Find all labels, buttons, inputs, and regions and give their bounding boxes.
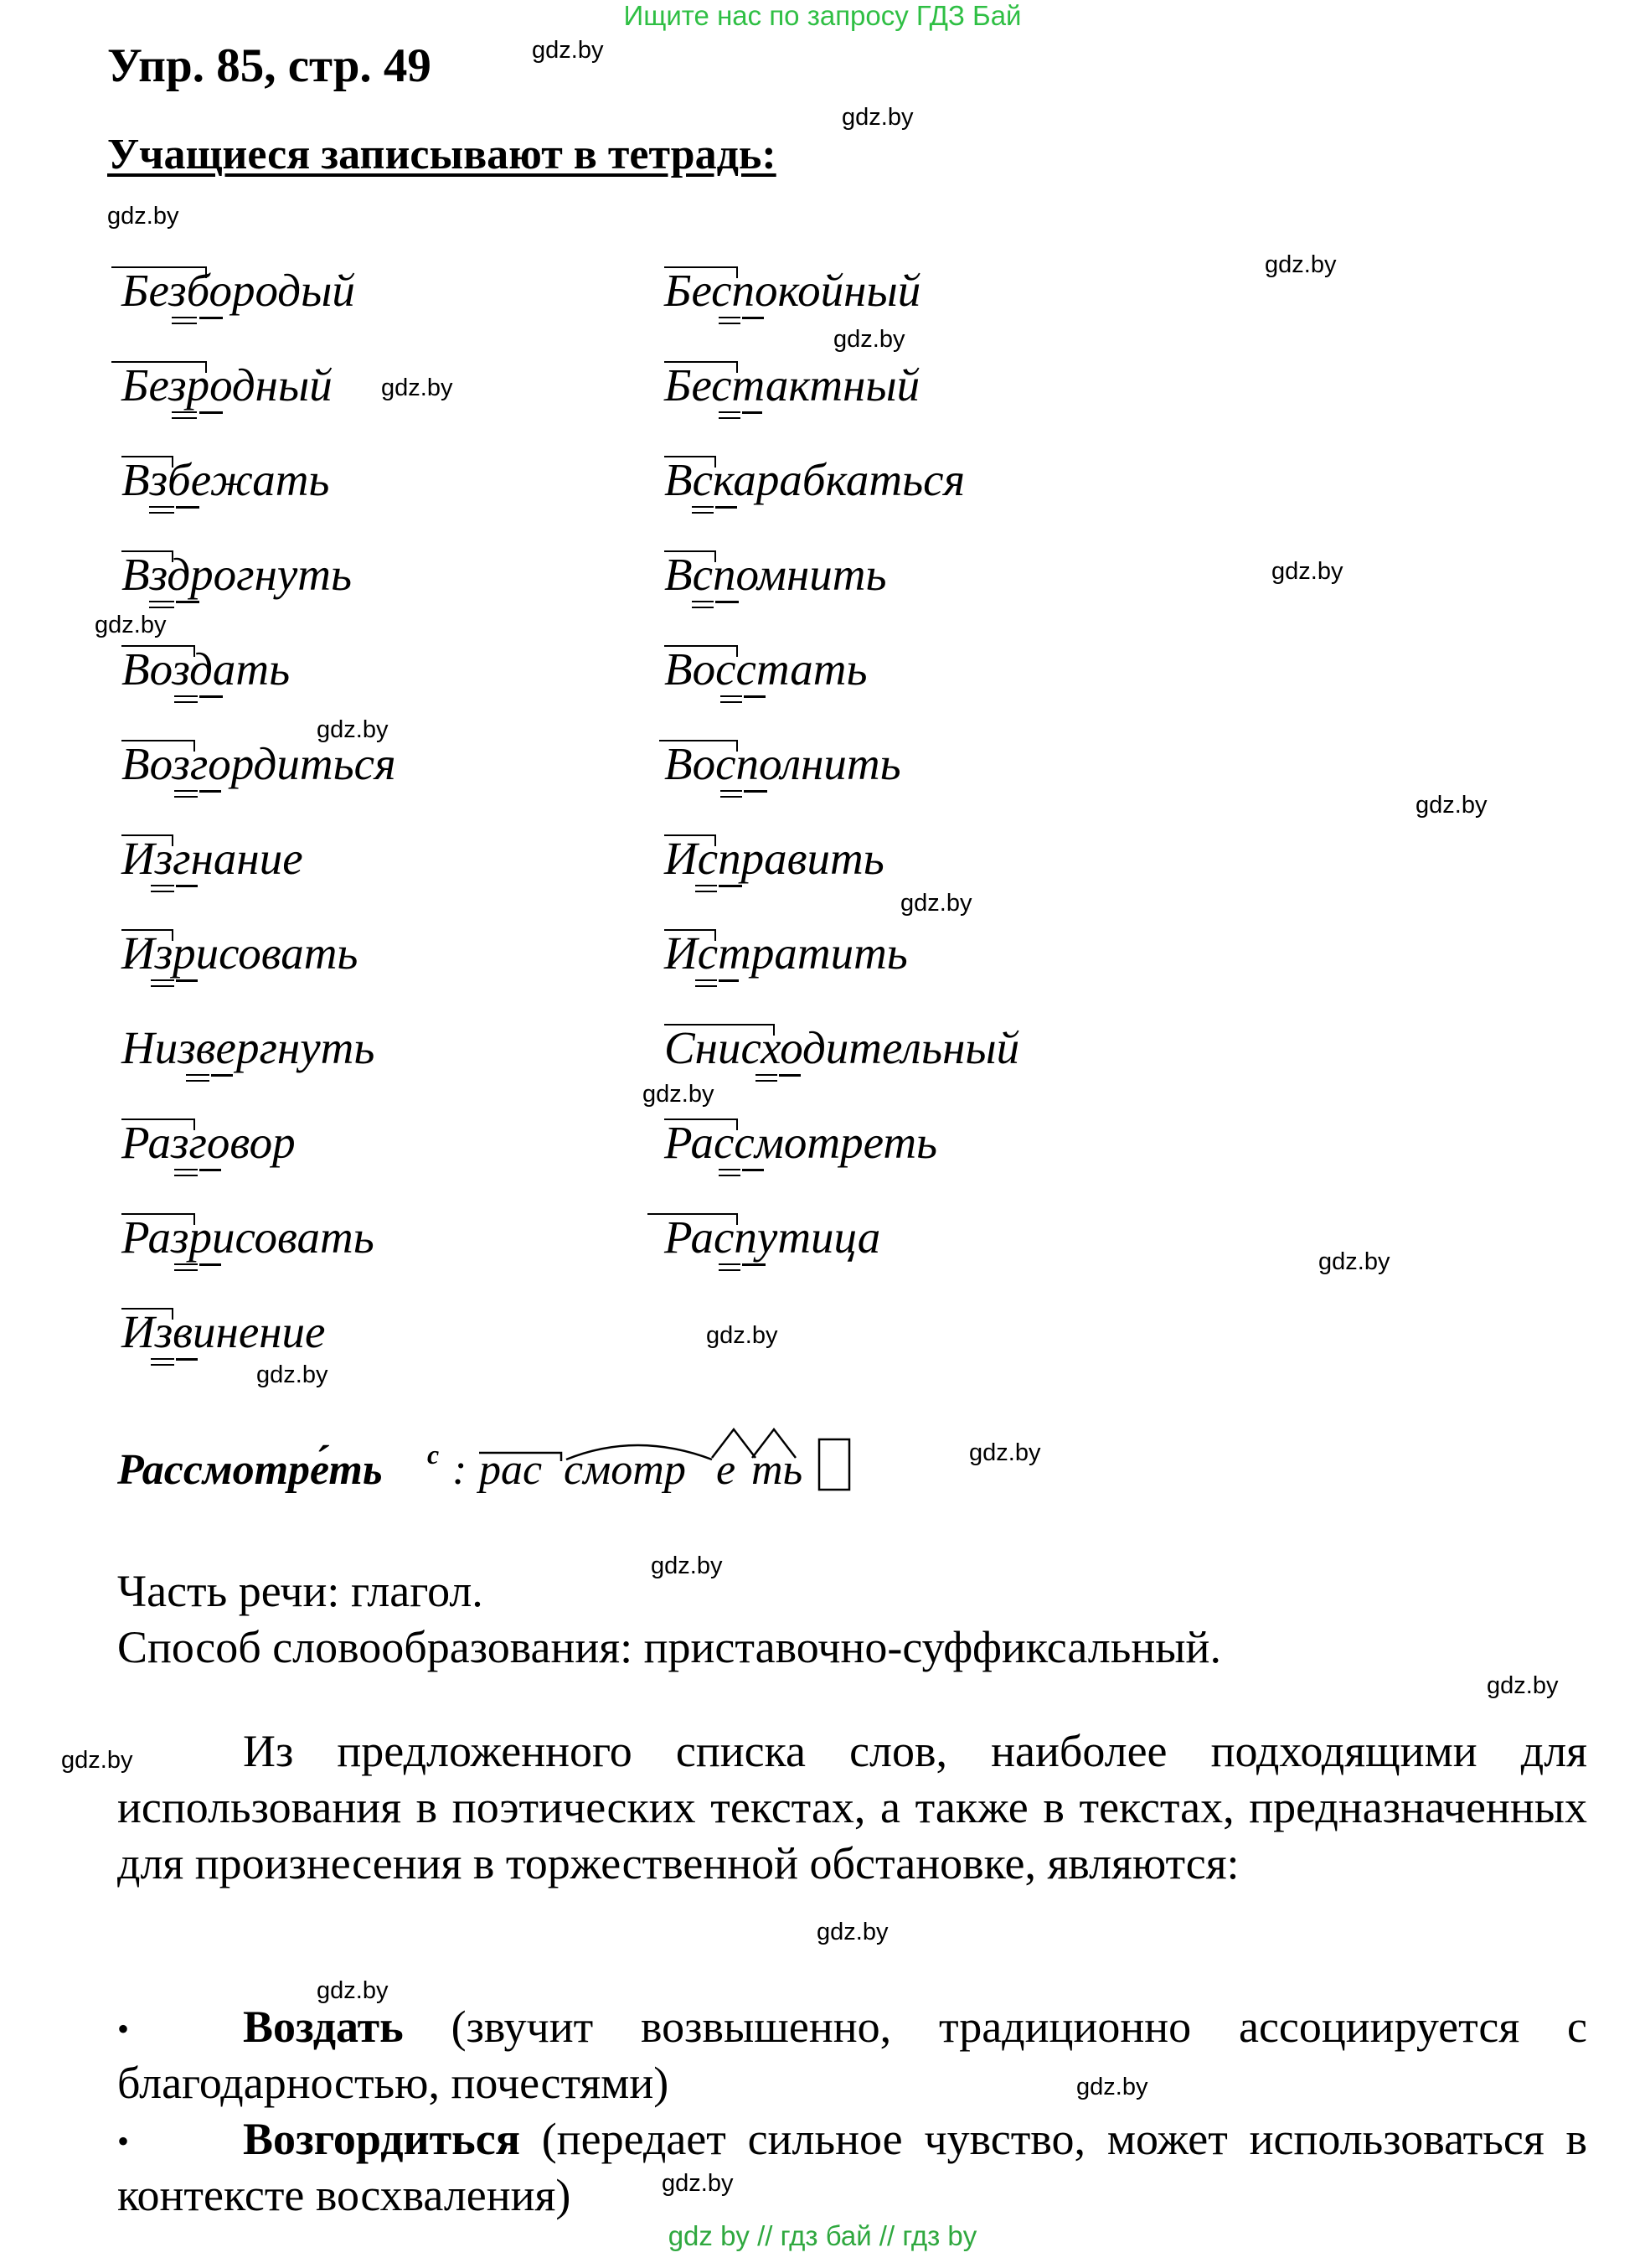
- word-left: Возгордиться: [121, 738, 396, 789]
- consonant-underline: [742, 1169, 764, 1171]
- word-right: Беспокойный: [664, 265, 921, 316]
- watermark: gdz.by: [900, 890, 972, 917]
- word-left: Вздрогнуть: [121, 549, 353, 600]
- consonant-underline: [199, 695, 223, 698]
- watermark: gdz.by: [1318, 1248, 1390, 1275]
- consonant-underline: [744, 695, 766, 698]
- consonant-underline: [692, 601, 714, 608]
- prefix-mark: [121, 456, 173, 468]
- word-right: Вспомнить: [664, 549, 887, 600]
- consonant-underline: [719, 979, 739, 982]
- watermark: gdz.by: [662, 2170, 734, 2197]
- consonant-underline: [755, 1074, 777, 1082]
- word-left: Безбородый: [121, 265, 355, 316]
- exercise-title: Упр. 85, стр. 49: [107, 39, 431, 92]
- consonant-underline: [199, 1169, 221, 1171]
- consonant-underline: [715, 506, 737, 509]
- watermark: gdz.by: [1076, 2074, 1148, 2100]
- word-right: Бестактный: [664, 359, 920, 411]
- prefix-mark: [664, 929, 716, 941]
- watermark: gdz.by: [969, 1439, 1041, 1466]
- word-right: Исправить: [664, 833, 884, 884]
- prefix-mark: [121, 645, 195, 657]
- consonant-underline: [719, 411, 740, 419]
- prefix-mark: [121, 740, 195, 752]
- watermark: gdz.by: [317, 716, 389, 743]
- consonant-underline: [151, 979, 174, 987]
- consonant-underline: [174, 1169, 198, 1176]
- consonant-underline: [720, 790, 742, 798]
- word-left: Разговор: [121, 1117, 296, 1168]
- prefix-mark: [111, 266, 207, 278]
- prefix-mark: [121, 1119, 195, 1130]
- prefix-mark: [664, 361, 738, 373]
- morpheme-marks: [469, 1424, 854, 1516]
- watermark: gdz.by: [706, 1322, 778, 1349]
- analysis-superscript: с: [427, 1439, 440, 1470]
- watermark: gdz.by: [381, 375, 453, 401]
- watermark: gdz.by: [1265, 251, 1337, 278]
- word-left: Разрисовать: [121, 1211, 374, 1263]
- bullet-text: (звучит возвышенно, традиционно ассоциируется с благодарностью, почестями): [117, 2002, 1587, 2108]
- consonant-underline: [172, 411, 197, 419]
- consonant-underline: [176, 979, 198, 982]
- consonant-underline: [174, 1263, 198, 1271]
- morpheme-prefix: рас: [479, 1446, 543, 1494]
- watermark: gdz.by: [61, 1747, 133, 1774]
- prefix-mark: [111, 361, 207, 373]
- morpheme-ending: ть: [751, 1446, 803, 1494]
- morpheme-suffix: е: [716, 1446, 736, 1494]
- analysis-word: Рассмотре́ть: [117, 1446, 383, 1494]
- consonant-underline: [719, 317, 740, 324]
- word-left: Изрисовать: [121, 927, 358, 979]
- word-left: Взбежать: [121, 454, 330, 505]
- word-left: Изгнание: [121, 833, 303, 884]
- analysis-colon: :: [452, 1446, 467, 1494]
- morpheme-root: смотр: [564, 1446, 686, 1494]
- consonant-underline: [742, 1263, 766, 1266]
- watermark: gdz.by: [842, 104, 914, 131]
- bullet-dot: •: [117, 2122, 130, 2160]
- word-right: Рассмотреть: [664, 1117, 938, 1168]
- consonant-underline: [149, 506, 174, 514]
- watermark: gdz.by: [1416, 792, 1488, 819]
- prefix-mark: [647, 1213, 738, 1225]
- word-left: Низвергнуть: [121, 1022, 375, 1073]
- bullet-term: Возгордиться: [243, 2114, 520, 2164]
- watermark: gdz.by: [833, 326, 905, 353]
- watermark: gdz.by: [817, 1919, 889, 1945]
- prefix-mark: [664, 645, 738, 657]
- consonant-underline: [199, 317, 223, 319]
- consonant-underline: [186, 1074, 209, 1082]
- ending-box: [819, 1439, 849, 1490]
- consonant-underline: [176, 506, 199, 509]
- watermark: gdz.by: [317, 1977, 389, 2004]
- subtitle: Учащиеся записывают в тетрадь:: [107, 131, 776, 178]
- prefix-mark: [479, 1453, 561, 1461]
- consonant-underline: [742, 411, 762, 414]
- consonant-underline: [695, 979, 717, 987]
- word-left: Извинение: [121, 1306, 326, 1357]
- watermark: gdz.by: [107, 203, 179, 230]
- consonant-underline: [176, 885, 198, 887]
- bullet-item: [117, 2111, 1587, 2224]
- consonant-underline: [151, 885, 174, 892]
- consonant-underline: [151, 1358, 174, 1366]
- consonant-underline: [719, 885, 742, 887]
- prefix-mark: [664, 456, 716, 468]
- consonant-underline: [779, 1074, 801, 1077]
- watermark: gdz.by: [95, 612, 167, 638]
- word-left: Воздать: [121, 643, 291, 695]
- word-left: Безродный: [121, 359, 333, 411]
- watermark: gdz.by: [256, 1361, 328, 1388]
- consonant-underline: [149, 601, 174, 608]
- watermark: gdz.by: [1487, 1672, 1559, 1699]
- prefix-mark: [664, 266, 738, 278]
- bullet-text: (передает сильное чувство, может использоваться в контексте восхваления): [117, 2114, 1587, 2220]
- consonant-underline: [719, 1263, 740, 1271]
- bullet-item: [117, 1999, 1587, 2111]
- prefix-mark: [121, 1213, 195, 1225]
- prefix-mark: [664, 834, 716, 846]
- prefix-mark: [664, 550, 716, 562]
- consonant-underline: [176, 1358, 198, 1361]
- prefix-mark: [664, 1119, 738, 1130]
- consonant-underline: [199, 411, 223, 414]
- part-of-speech: Часть речи: глагол.: [117, 1566, 483, 1616]
- consonant-underline: [211, 1074, 233, 1077]
- consonant-underline: [174, 695, 198, 703]
- word-right: Восполнить: [664, 738, 901, 789]
- bullet-term: Воздать: [243, 2002, 404, 2052]
- prefix-mark: [121, 929, 173, 941]
- prefix-mark: [664, 1024, 775, 1036]
- word-right: Истратить: [664, 927, 908, 979]
- consonant-underline: [719, 1169, 740, 1176]
- consonant-underline: [692, 506, 714, 514]
- consonant-underline: [695, 885, 717, 892]
- watermark: gdz.by: [532, 37, 604, 64]
- watermark: gdz.by: [642, 1081, 714, 1108]
- consonant-underline: [744, 790, 767, 793]
- word-right: Восстать: [664, 643, 868, 695]
- consonant-underline: [172, 317, 197, 324]
- watermark: gdz.by: [1271, 558, 1343, 585]
- root-arc: [566, 1445, 712, 1459]
- consonant-underline: [715, 601, 739, 603]
- word-right: Снисходительный: [664, 1022, 1020, 1073]
- consonant-underline: [176, 601, 199, 603]
- paragraph-text: Из предложенного списка слов, наиболее подходящими для использования в поэтических текстах, а также в текстах, предназначенных для произнесения в торжественной обстановке, являются:: [117, 1726, 1587, 1888]
- prefix-mark: [121, 550, 173, 562]
- formation-method: Способ словообразования: приставочно-суффиксальный.: [117, 1622, 1221, 1672]
- top-banner[interactable]: Ищите нас по запросу ГДЗ Бай: [623, 0, 1022, 31]
- consonant-underline: [174, 790, 198, 798]
- prefix-mark: [121, 1308, 173, 1320]
- conclusion-paragraph: [117, 1723, 1587, 1892]
- suffix-mark: [712, 1429, 755, 1458]
- prefix-mark: [659, 740, 738, 752]
- bullet-dot: •: [117, 2010, 130, 2048]
- prefix-mark: [121, 834, 173, 846]
- word-right: Распутица: [664, 1211, 881, 1263]
- consonant-underline: [199, 1263, 221, 1266]
- suffix-mark: [752, 1429, 796, 1458]
- watermark: gdz.by: [651, 1552, 723, 1579]
- consonant-underline: [742, 317, 764, 319]
- word-right: Вскарабкаться: [664, 454, 966, 505]
- footer-links[interactable]: gdz by // гдз бай // гдз by: [668, 2220, 977, 2251]
- consonant-underline: [720, 695, 742, 703]
- consonant-underline: [199, 790, 221, 793]
